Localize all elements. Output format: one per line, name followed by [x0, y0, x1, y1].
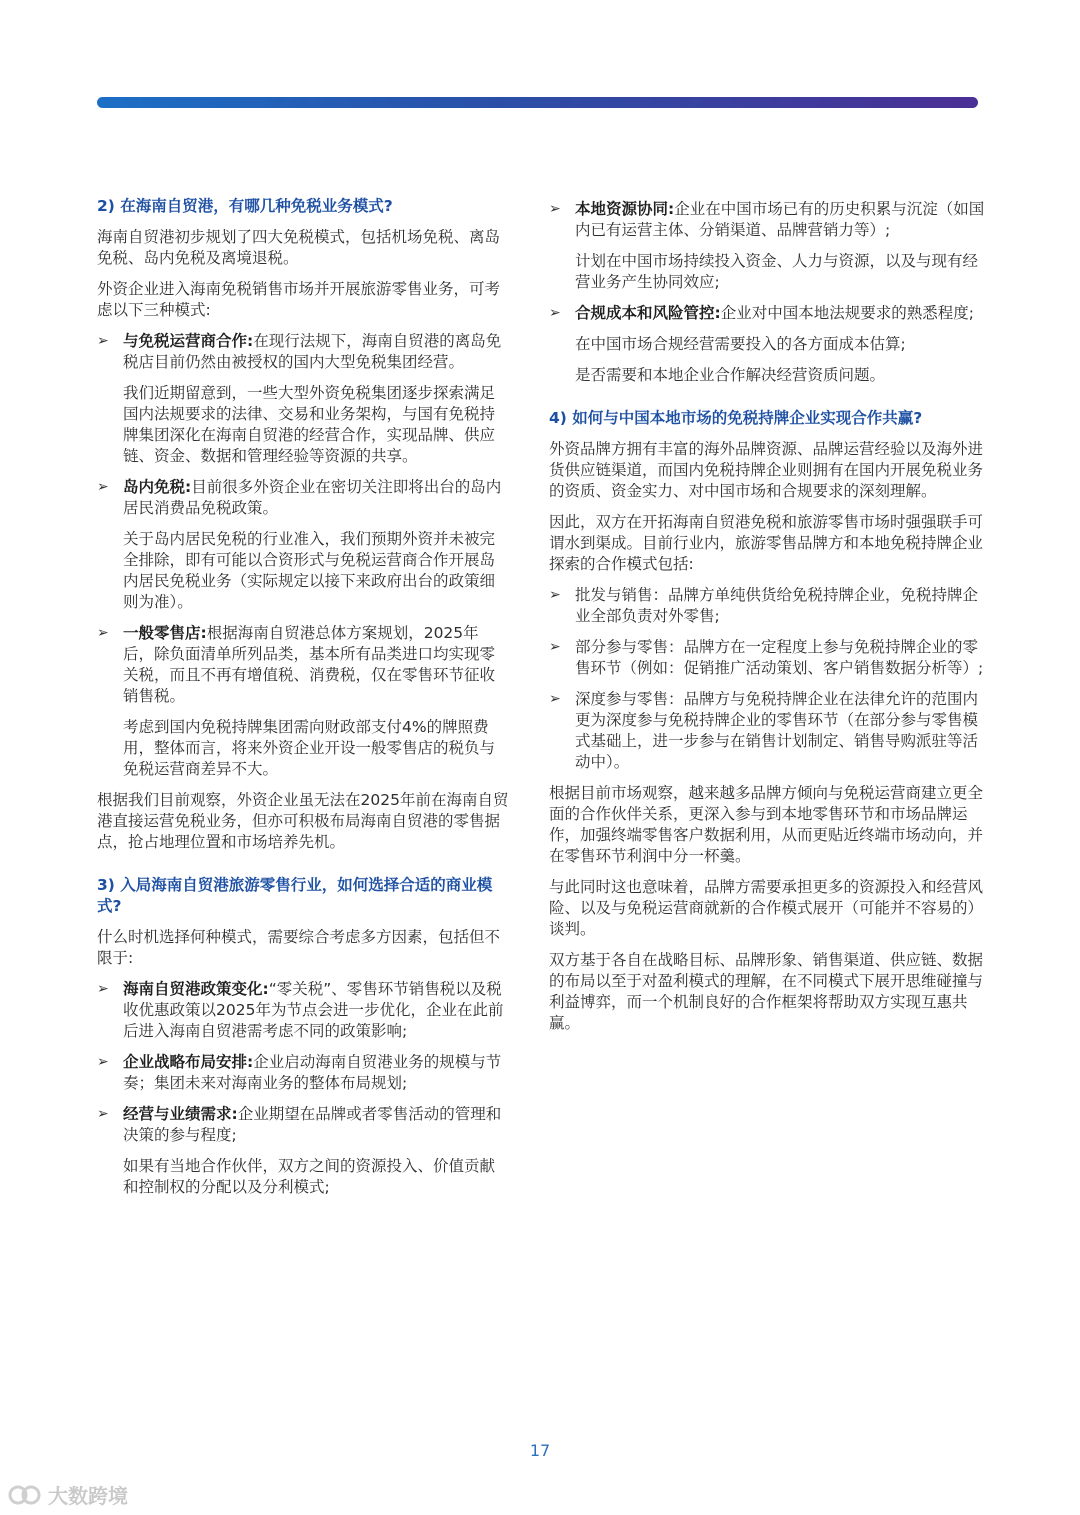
bullet-heading: 与免税运营商合作:: [123, 332, 254, 350]
bullet-heading: 本地资源协同:: [575, 200, 675, 218]
right-column: [549, 199, 989, 1044]
paragraph: 因此，双方在开拓海南自贸港免税和旅游零售市场时强强联手可谓水到渠成。目前行业内，旅游零售品牌方和本地免税持牌企业探索的合作模式包括:: [549, 513, 984, 573]
bullet-heading: 合规成本和风险管控:: [575, 304, 721, 322]
bullet-text: 深度参与零售：品牌方与免税持牌企业在法律允许的范围内更为深度参与免税持牌企业的零售环节（在部分参与零售模式基础上，进一步参与在销售计划制定、销售导购派驻等活动中）。: [575, 690, 979, 771]
bullet-text: 部分参与零售：品牌方在一定程度上参与免税持牌企业的零售环节（例如：促销推广活动策划、客户销售数据分析等）;: [575, 638, 984, 677]
arrow-bullet-icon: ➢: [97, 333, 109, 349]
bullet-text: 企业期望在品牌或者零售活动的管理和决策的参与程度;: [123, 1105, 502, 1144]
arrow-bullet-icon: ➢: [97, 625, 109, 641]
arrow-bullet-icon: ➢: [549, 305, 561, 321]
paragraph: 与此同时这也意味着，品牌方需要承担更多的资源投入和经营风险、以及与免税运营商就新的合作模式展开（可能并不容易的）谈判。: [549, 878, 984, 938]
arrow-bullet-icon: ➢: [549, 587, 561, 603]
paragraph: 根据目前市场观察，越来越多品牌方倾向与免税运营商建立更全面的合作伙伴关系，更深入参与到本地零售环节和市场品牌运作，加强终端零售客户数据利用，从而更贴近终端市场动向，并在零售环节利润中分一杯羹。: [549, 784, 984, 865]
bullet-text: 批发与销售：品牌方单纯供货给免税持牌企业，免税持牌企业全部负责对外零售;: [575, 586, 979, 625]
paragraph: 根据我们目前观察，外资企业虽无法在2025年前在海南自贸港直接运营免税业务，但亦可积极布局海南自贸港的零售据点，抢占地理位置和市场培养先机。: [97, 791, 509, 851]
bullet-item: [549, 689, 989, 773]
bullet-subparagraph: 计划在中国市场持续投入资金、人力与资源，以及与现有经营业务产生协同效应;: [575, 252, 979, 291]
bullet-text: 根据海南自贸港总体方案规划，2025年后，除负面清单所列品类，基本所有品类进口均实现零关税，而且不再有增值税、消费税，仅在零售环节征收销售税。: [123, 624, 496, 705]
arrow-bullet-icon: ➢: [97, 479, 109, 495]
paragraph: 外资企业进入海南免税销售市场并开展旅游零售业务，可考虑以下三种模式:: [97, 280, 501, 319]
watermark: [8, 1480, 128, 1509]
paragraph: 双方基于各自在战略目标、品牌形象、销售渠道、供应链、数据的布局以至于对盈利模式的理解，在不同模式下展开思维碰撞与利益博弈，而一个机制良好的合作框架将帮助双方实现互惠共赢。: [549, 951, 984, 1032]
paragraph: 外资品牌方拥有丰富的海外品牌资源、品牌运营经验以及海外进货供应链渠道，而国内免税持牌企业则拥有在国内开展免税业务的资质、资金实力、对中国市场和合规要求的深刻理解。: [549, 440, 984, 500]
bullet-item: [97, 331, 509, 373]
bullet-subparagraph: 我们近期留意到，一些大型外资免税集团逐步探索满足国内法规要求的法律、交易和业务架构，与国有免税持牌集团深化在海南自贸港的经营合作，实现品牌、供应链、资金、数据和管理经验等资源的共享。: [123, 384, 496, 465]
bullet-item: [97, 979, 509, 1042]
bullet-item: [97, 623, 509, 707]
arrow-bullet-icon: ➢: [549, 201, 561, 217]
bullet-heading: 岛内免税:: [123, 478, 192, 496]
bullet-text: 企业对中国本地法规要求的熟悉程度;: [720, 304, 974, 322]
bullet-heading: 企业战略布局安排:: [123, 1053, 254, 1071]
bullet-subparagraph: 在中国市场合规经营需要投入的各方面成本估算;: [575, 335, 906, 353]
watermark-text: 大数跨境: [48, 1484, 128, 1508]
bullet-item: [549, 637, 989, 679]
bullet-text: 企业在中国市场已有的历史积累与沉淀（如国内已有运营主体、分销渠道、品牌营销力等）;: [575, 200, 985, 239]
bullet-heading: 一般零售店:: [123, 624, 207, 642]
arrow-bullet-icon: ➢: [549, 639, 561, 655]
bullet-text: 在现行法规下，海南自贸港的离岛免税店目前仍然由被授权的国内大型免税集团经营。: [123, 332, 502, 371]
bullet-subparagraph: 是否需要和本地企业合作解决经营资质问题。: [575, 366, 886, 384]
bullet-item: [97, 477, 509, 519]
bullet-heading: 经营与业绩需求:: [123, 1105, 238, 1123]
bullet-item: [549, 199, 989, 241]
arrow-bullet-icon: ➢: [549, 691, 561, 707]
bullet-subparagraph: 关于岛内居民免税的行业准入，我们预期外资并未被完全排除，即有可能以合资形式与免税运营商合作开展岛内居民免税业务（实际规定以接下来政府出台的政策细则为准）。: [123, 530, 496, 611]
bullet-subparagraph: 考虑到国内免税持牌集团需向财政部支付4%的牌照费用，整体而言，将来外资企业开设一般零售店的税负与免税运营商差异不大。: [123, 718, 496, 778]
bullet-text: “零关税”、零售环节销售税以及税收优惠政策以2025年为节点会进一步优化，企业在此前后进入海南自贸港需考虑不同的政策影响;: [123, 980, 504, 1040]
bullet-item: [97, 1052, 509, 1094]
section-4-title: 4) 如何与中国本地市场的免税持牌企业实现合作共赢?: [549, 409, 923, 427]
bullet-item: [97, 1104, 509, 1146]
page-number: 17: [529, 1441, 551, 1460]
header-gradient-bar: [97, 97, 978, 108]
bullet-heading: 海南自贸港政策变化:: [123, 980, 269, 998]
paragraph: 什么时机选择何种模式，需要综合考虑多方因素，包括但不限于:: [97, 928, 501, 967]
left-column: [97, 196, 509, 1208]
bullet-item: [549, 585, 989, 627]
paragraph: 海南自贸港初步规划了四大免税模式，包括机场免税、离岛免税、岛内免税及离境退税。: [97, 228, 501, 267]
bullet-subparagraph: 如果有当地合作伙伴，双方之间的资源投入、价值贡献和控制权的分配以及分利模式;: [123, 1157, 496, 1196]
section-2-title: 2) 在海南自贸港，有哪几种免税业务模式?: [97, 197, 393, 215]
arrow-bullet-icon: ➢: [97, 981, 109, 997]
bullet-text: 目前很多外资企业在密切关注即将出台的岛内居民消费品免税政策。: [123, 478, 502, 517]
watermark-logo-icon: [8, 1482, 42, 1508]
section-3-title: 3) 入局海南自贸港旅游零售行业，如何选择合适的商业模式?: [97, 876, 493, 915]
bullet-text: 企业启动海南自贸港业务的规模与节奏；集团未来对海南业务的整体布局规划;: [123, 1053, 502, 1092]
bullet-item: [549, 303, 989, 324]
arrow-bullet-icon: ➢: [97, 1054, 109, 1070]
arrow-bullet-icon: ➢: [97, 1106, 109, 1122]
